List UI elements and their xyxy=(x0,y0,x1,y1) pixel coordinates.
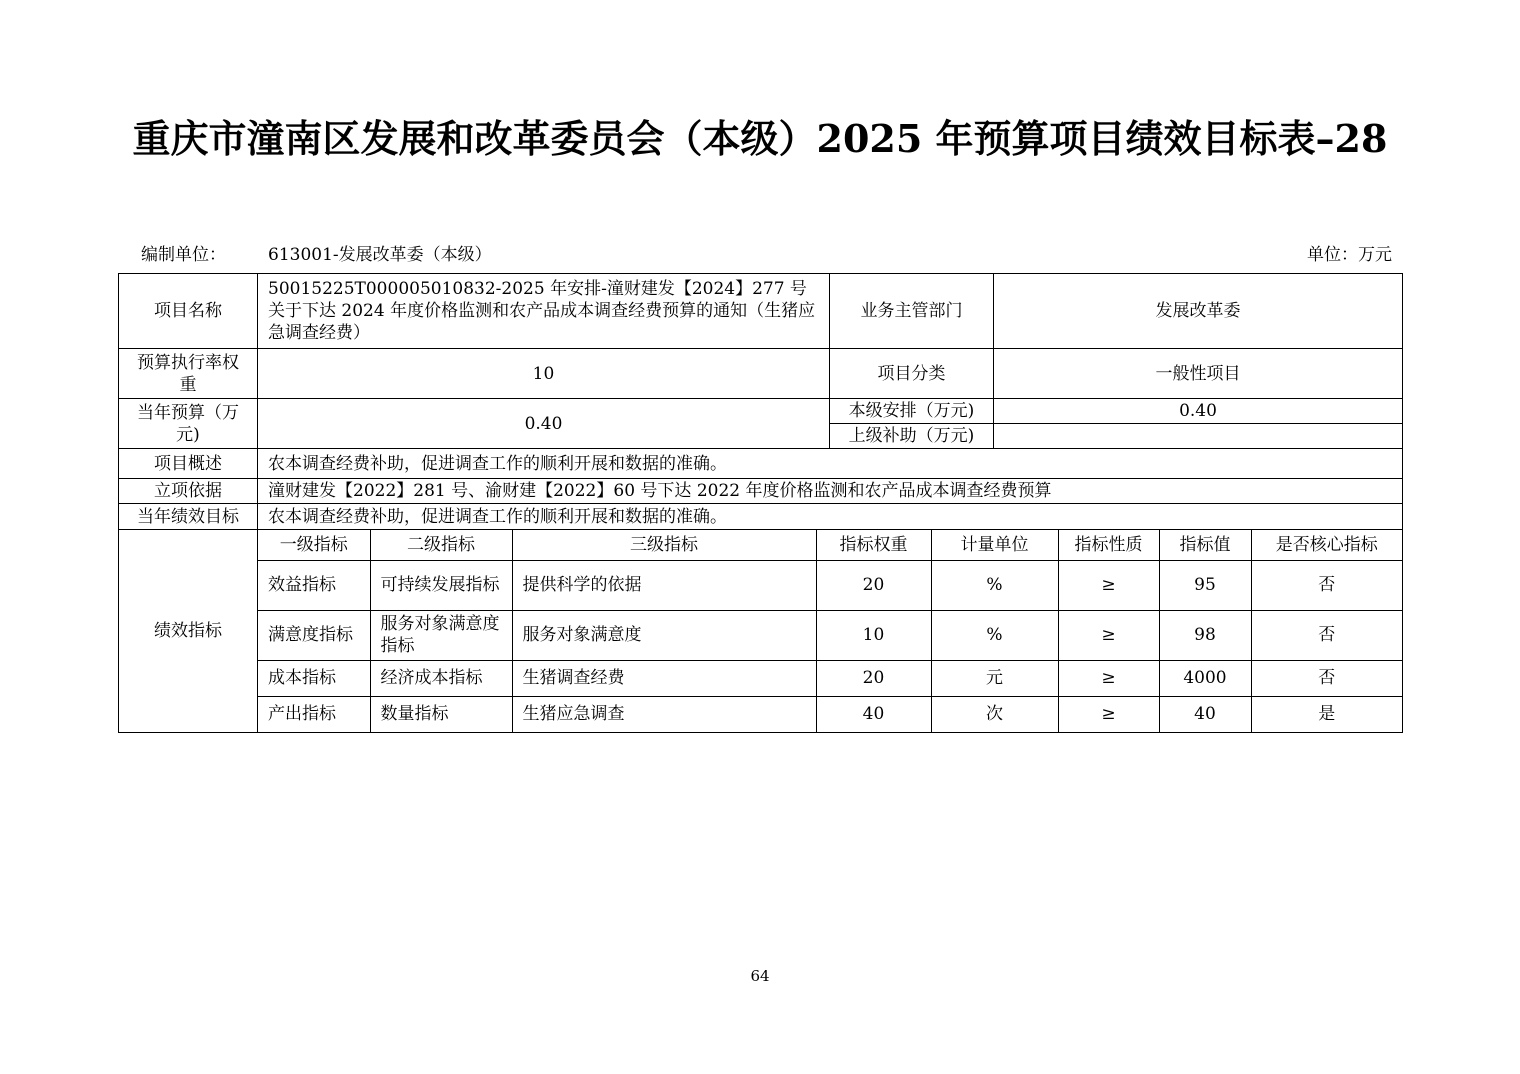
table-row xyxy=(258,610,1402,660)
nature-cell: ≥ xyxy=(1058,610,1159,660)
level3-cell: 服务对象满意度 xyxy=(512,610,816,660)
table-row xyxy=(258,560,1402,610)
level2-cell: 数量指标 xyxy=(370,696,512,732)
unit-label: 编制单位： xyxy=(141,245,226,265)
level2-cell: 服务对象满意度指标 xyxy=(370,610,512,660)
goal-value: 农本调查经费补助，促进调查工作的顺利开展和数据的准确。 xyxy=(258,504,1403,530)
header-value: 指标值 xyxy=(1159,530,1251,560)
level1-cell: 效益指标 xyxy=(258,560,370,610)
goal-label: 当年绩效目标 xyxy=(119,504,258,530)
project-name-value: 50015225T000005010832-2025 年安排-潼财建发【2024】277 号关于下达 2024 年度价格监测和农产品成本调查经费预算的通知（生猪应急调查经费） xyxy=(258,274,830,349)
basis-value: 潼财建发【2022】281 号、渝财建【2022】60 号下达 2022 年度价格监测和农产品成本调查经费预算 xyxy=(258,479,1403,504)
level3-cell: 生猪应急调查 xyxy=(512,696,816,732)
unit-value: 613001-发展改革委（本级） xyxy=(268,245,492,265)
level1-cell: 满意度指标 xyxy=(258,610,370,660)
level1-cell: 产出指标 xyxy=(258,696,370,732)
level2-cell: 可持续发展指标 xyxy=(370,560,512,610)
core-cell: 否 xyxy=(1251,560,1402,610)
level1-cell: 成本指标 xyxy=(258,660,370,696)
header-level1: 一级指标 xyxy=(258,530,370,560)
category-label: 项目分类 xyxy=(830,349,994,399)
header-weight: 指标权重 xyxy=(816,530,931,560)
indicators-label: 绩效指标 xyxy=(119,530,258,733)
weight-cell: 20 xyxy=(816,560,931,610)
header-nature: 指标性质 xyxy=(1058,530,1159,560)
table-row xyxy=(258,660,1402,696)
overview-value: 农本调查经费补助，促进调查工作的顺利开展和数据的准确。 xyxy=(258,449,1403,479)
level2-cell: 经济成本指标 xyxy=(370,660,512,696)
value-cell: 95 xyxy=(1159,560,1251,610)
header-level2: 二级指标 xyxy=(370,530,512,560)
core-cell: 是 xyxy=(1251,696,1402,732)
nature-cell: ≥ xyxy=(1058,696,1159,732)
value-cell: 98 xyxy=(1159,610,1251,660)
local-label: 本级安排（万元) xyxy=(830,399,994,424)
project-name-label: 项目名称 xyxy=(119,274,258,349)
budget-label: 当年预算（万元) xyxy=(119,399,258,449)
level3-cell: 生猪调查经费 xyxy=(512,660,816,696)
weight-cell: 40 xyxy=(816,696,931,732)
core-cell: 否 xyxy=(1251,660,1402,696)
currency-label: 单位：万元 xyxy=(1307,245,1392,265)
header-unit: 计量单位 xyxy=(931,530,1058,560)
value-cell: 40 xyxy=(1159,696,1251,732)
value-cell: 4000 xyxy=(1159,660,1251,696)
performance-table xyxy=(118,273,1403,733)
category-value: 一般性项目 xyxy=(994,349,1403,399)
indicators-cell xyxy=(258,530,1403,733)
unit-cell: 元 xyxy=(931,660,1058,696)
upper-value xyxy=(994,424,1403,449)
header-core: 是否核心指标 xyxy=(1251,530,1402,560)
unit-cell: % xyxy=(931,560,1058,610)
table-row xyxy=(258,696,1402,732)
basis-label: 立项依据 xyxy=(119,479,258,504)
overview-label: 项目概述 xyxy=(119,449,258,479)
dept-value: 发展改革委 xyxy=(994,274,1403,349)
page-title: 重庆市潼南区发展和改革委员会（本级）2025 年预算项目绩效目标表–28 xyxy=(132,116,1388,161)
local-value: 0.40 xyxy=(994,399,1403,424)
core-cell: 否 xyxy=(1251,610,1402,660)
exec-weight-value: 10 xyxy=(258,349,830,399)
nature-cell: ≥ xyxy=(1058,560,1159,610)
weight-cell: 10 xyxy=(816,610,931,660)
page-number: 64 xyxy=(750,967,770,985)
nature-cell: ≥ xyxy=(1058,660,1159,696)
header-level3: 三级指标 xyxy=(512,530,816,560)
indicators-table xyxy=(258,530,1402,732)
weight-cell: 20 xyxy=(816,660,931,696)
unit-cell: 次 xyxy=(931,696,1058,732)
level3-cell: 提供科学的依据 xyxy=(512,560,816,610)
budget-value: 0.40 xyxy=(258,399,830,449)
dept-label: 业务主管部门 xyxy=(830,274,994,349)
exec-weight-label: 预算执行率权重 xyxy=(119,349,258,399)
upper-label: 上级补助（万元) xyxy=(830,424,994,449)
unit-cell: % xyxy=(931,610,1058,660)
